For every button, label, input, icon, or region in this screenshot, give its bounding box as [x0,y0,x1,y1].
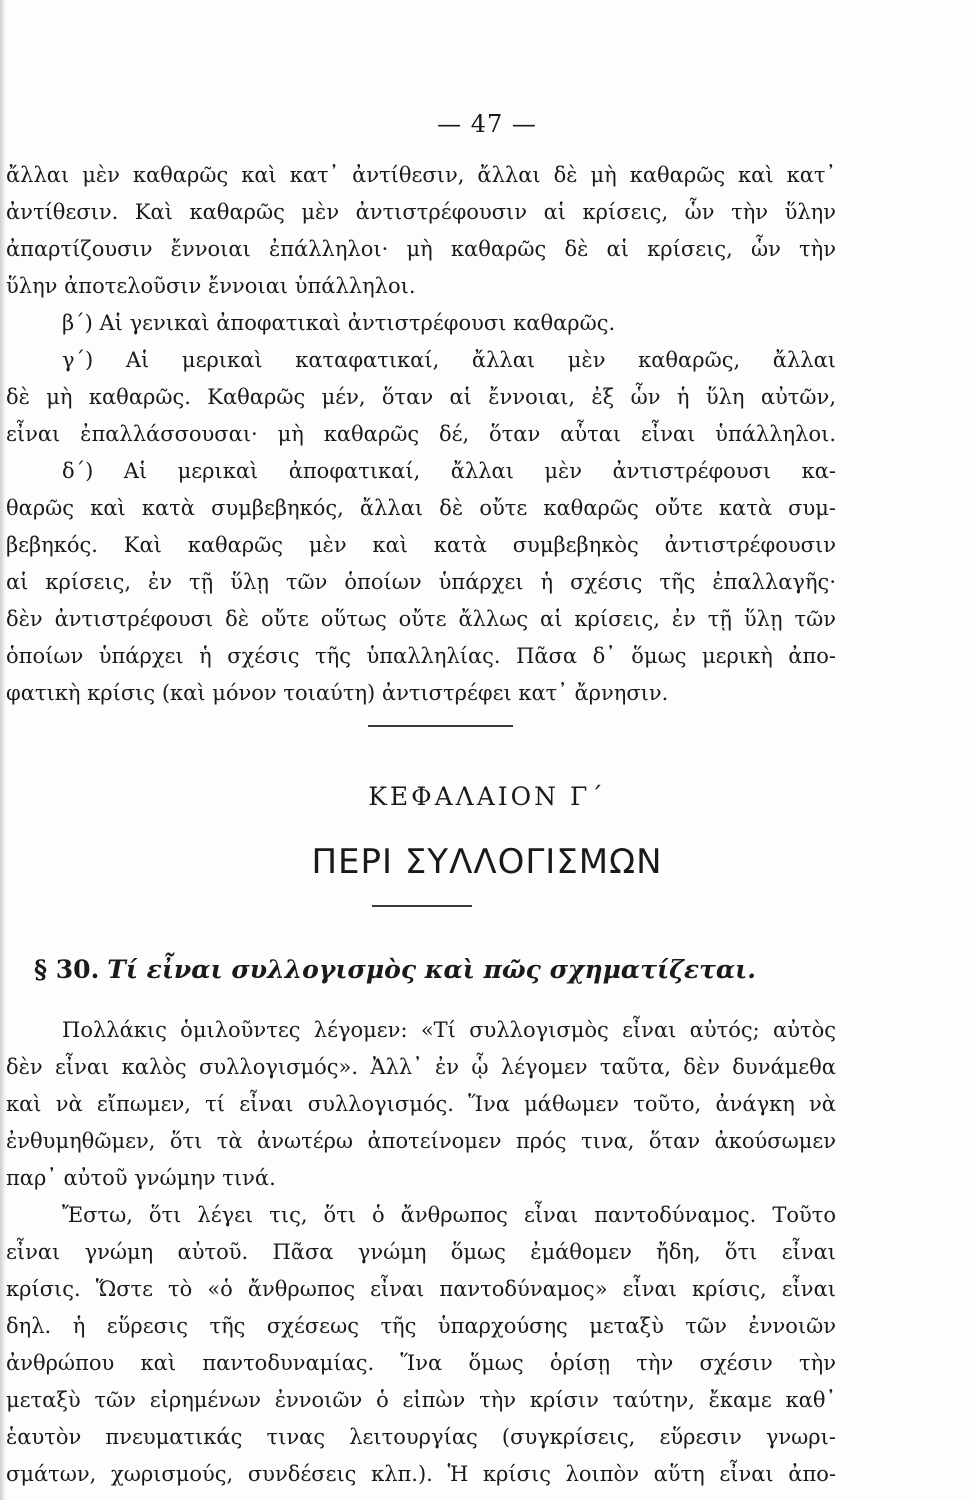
text-line: ἀντίθεσιν. Καὶ καθαρῶς μὲν ἀντιστρέφουσιν αἱ κρίσεις, ὧν τὴν ὕλην [6,200,836,224]
text-line: Πολλάκις ὁμιλοῦντες λέγομεν: «Τί συλλογισμὸς εἶναι αὐτός; αὐτὸς [62,1018,836,1042]
text-line: γ΄) Αἱ μερικαὶ καταφατικαί, ἄλλαι μὲν καθαρῶς, ἄλλαι [62,348,836,372]
text-line: ἀπαρτίζουσιν ἔννοιαι ἐπάλληλοι· μὴ καθαρῶς δὲ αἱ κρίσεις, ὧν τὴν [6,237,836,261]
page-number: — 47 — [437,110,537,138]
text-line: ὕλην ἀποτελοῦσιν ἔννοιαι ὑπάλληλοι. [6,274,416,298]
text-line: σμάτων, χωρισμούς, συνδέσεις κλπ.). Ἡ κρίσις λοιπὸν αὕτη εἶναι ἀπο- [6,1462,836,1486]
text-line: ἐνθυμηθῶμεν, ὅτι τὰ ἀνωτέρω ἀποτείνομεν πρός τινα, ὅταν ἀκούσωμεν [6,1129,836,1153]
text-line: δὲ μὴ καθαρῶς. Καθαρῶς μέν, ὅταν αἱ ἔννοιαι, ἐξ ὧν ἡ ὕλη αὐτῶν, [6,385,836,409]
text-line: ἀνθρώπου καὶ παντοδυναμίας. Ἵνα ὅμως ὁρίσῃ τὴν σχέσιν τὴν [6,1351,836,1375]
text-line: Ἔστω, ὅτι λέγει τις, ὅτι ὁ ἄνθρωπος εἶναι παντοδύναμος. Τοῦτο [62,1203,836,1227]
section-number: § 30. [34,955,100,984]
text-line: καὶ νὰ εἴπωμεν, τί εἶναι συλλογισμός. Ἵνα μάθωμεν τοῦτο, ἀνάγκη νὰ [6,1092,836,1116]
text-line: ἑαυτὸν πνευματικάς τινας λειτουργίας (συγκρίσεις, εὕρεσιν γνωρι- [6,1425,836,1449]
text-line: αἱ κρίσεις, ἐν τῇ ὕλῃ τῶν ὁποίων ὑπάρχει ἡ σχέσις τῆς ἐπαλλαγῆς· [6,570,836,594]
text-line: εἶναι ἐπαλλάσσουσαι· μὴ καθαρῶς δέ, ὅταν αὗται εἶναι ὑπάλληλοι. [6,422,836,446]
text-line: θαρῶς καὶ κατὰ συμβεβηκός, ἄλλαι δὲ οὔτε καθαρῶς οὔτε κατὰ συμ- [6,496,836,520]
text-line: παρ᾿ αὐτοῦ γνώμην τινά. [6,1166,276,1190]
section-heading [34,955,834,984]
separator-rule [368,725,513,727]
separator-rule [372,905,472,907]
text-line: εἶναι γνώμη αὐτοῦ. Πᾶσα γνώμη ὅμως ἐμάθομεν ἤδη, ὅτι εἶναι [6,1240,836,1264]
text-line: ὁποίων ὑπάρχει ἡ σχέσις τῆς ὑπαλληλίας. Πᾶσα δ᾿ ὅμως μερικὴ ἀπο- [6,644,836,668]
text-line: β΄) Αἱ γενικαὶ ἀποφατικαὶ ἀντιστρέφουσι καθαρῶς. [62,311,616,335]
text-line: μεταξὺ τῶν εἰρημένων ἐννοιῶν ὁ εἰπὼν τὴν κρίσιν ταύτην, ἔκαμε καθ᾿ [6,1388,836,1412]
chapter-title: ΠΕΡΙ ΣΥΛΛΟΓΙΣΜΩΝ [311,842,663,882]
text-line: κρίσις. Ὥστε τὸ «ὁ ἄνθρωπος εἶναι παντοδύναμος» εἶναι κρίσις, εἶναι [6,1277,836,1301]
chapter-label: ΚΕΦΑΛΑΙΟΝ Γ΄ [368,782,606,811]
text-line: φατικὴ κρίσις (καὶ μόνον τοιαύτη) ἀντιστρέφει κατ᾿ ἄρνησιν. [6,681,669,705]
text-line: δὲν ἀντιστρέφουσι δὲ οὔτε οὕτως οὔτε ἄλλως αἱ κρίσεις, ἐν τῇ ὕλῃ τῶν [6,607,836,631]
text-line: δ΄) Αἱ μερικαὶ ἀποφατικαί, ἄλλαι μὲν ἀντιστρέφουσι κα- [62,459,836,483]
text-line: δὲν εἶναι καλὸς συλλογισμός». Ἀλλ᾿ ἐν ᾧ λέγομεν ταῦτα, δὲν δυνάμεθα [6,1055,836,1079]
section-title: Τί εἶναι συλλογισμὸς καὶ πῶς σχηματίζεται. [107,955,756,984]
text-line: δηλ. ἡ εὕρεσις τῆς σχέσεως τῆς ὑπαρχούσης μεταξὺ τῶν ἐννοιῶν [6,1314,836,1338]
text-line: βεβηκός. Καὶ καθαρῶς μὲν καὶ κατὰ συμβεβηκὸς ἀντιστρέφουσιν [6,533,836,557]
text-line: ἄλλαι μὲν καθαρῶς καὶ κατ᾿ ἀντίθεσιν, ἄλλαι δὲ μὴ καθαρῶς καὶ κατ᾿ [6,163,836,187]
